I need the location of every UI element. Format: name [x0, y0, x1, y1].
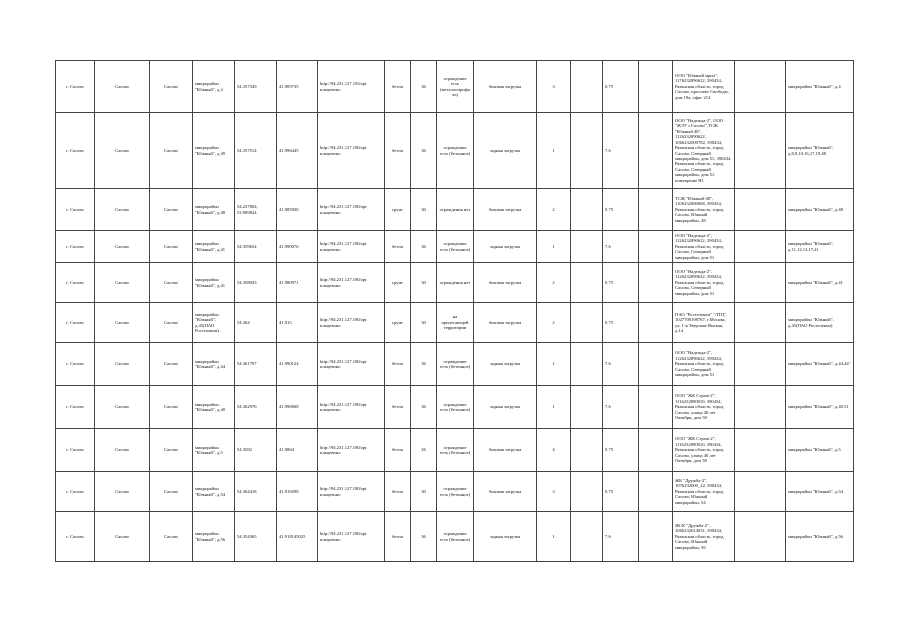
- waste-source-cell: микрорайон "Южный", д.41: [786, 263, 854, 303]
- map-link-cell: http://94.231.127.183/zpt ильцевоно: [318, 61, 385, 113]
- address-cell: микрорайон "Южный", д.48: [193, 189, 235, 231]
- fence-cell: ограждение есть (бетонное): [437, 231, 474, 263]
- empty-cell: [571, 512, 603, 562]
- longitude-cell: 41.918145025: [277, 512, 318, 562]
- empty-cell: [571, 263, 603, 303]
- address-cell: микрорайон "Южный", д.41: [193, 231, 235, 263]
- empty-cell: [639, 303, 673, 343]
- settlement-cell: Сасово: [150, 189, 193, 231]
- bin-count-cell: 1: [537, 343, 571, 386]
- settlement-cell: Сасово: [150, 113, 193, 189]
- map-link-cell: http://94.231.127.180/zpt ильцевоно: [318, 303, 385, 343]
- longitude-cell: 41.980971: [277, 263, 318, 303]
- owner-cell: ООО "Южный мрил", 1176232890622, 390434, Рязанская область, город Сасово, проспект Свободы, дом 19а, офис 214: [673, 61, 735, 113]
- loading-type-cell: боковая загрузка: [474, 472, 537, 512]
- empty-cell: [639, 61, 673, 113]
- city-cell: г. Сасово: [56, 429, 95, 472]
- owner-cell: ООО "Надежда-2", 1126232890622, 390434, Рязанская область, город Сасово, Северный микрорайон, дом 51: [673, 231, 735, 263]
- latitude-cell: 54.237804, 53.989824: [235, 189, 277, 231]
- map-link-cell: http://94.231.127.180/zpt ильцевоно: [318, 386, 385, 429]
- empty-cell: [735, 343, 786, 386]
- waste-source-cell: микрорайон "Южный", д.40,51: [786, 386, 854, 429]
- surface-cell: грунт: [385, 263, 411, 303]
- longitude-cell: 41.985930: [277, 189, 318, 231]
- municipality-cell: Сасово: [95, 263, 150, 303]
- owner-cell: ТСЖ "Южный-48", 1106232000068, 390434, Рязанская область, город Сасово, Южный микрорайон, 48: [673, 189, 735, 231]
- fence-cell: ограждение есть (бетонное): [437, 113, 474, 189]
- table-row: [56, 263, 854, 303]
- city-cell: г. Сасово: [56, 61, 95, 113]
- empty-cell: [735, 231, 786, 263]
- surface-cell: грунт: [385, 189, 411, 231]
- empty-cell: [639, 189, 673, 231]
- map-link-cell: http://94.231.127.180/zpt ильцевоно: [318, 189, 385, 231]
- bin-count-cell: 3: [537, 61, 571, 113]
- bin-volume-cell: 7.6: [603, 343, 639, 386]
- surface-cell: бетон: [385, 113, 411, 189]
- table-row: [56, 429, 854, 472]
- latitude-cell: 54.3582: [235, 429, 277, 472]
- municipality-cell: Сасово: [95, 189, 150, 231]
- map-link-cell: http://94.231.127.180/zpt ильцевоно: [318, 512, 385, 562]
- latitude-cell: 54.357514: [235, 113, 277, 189]
- address-cell: микрорайон "Южный", д.5: [193, 429, 235, 472]
- map-link-cell: http://94.231.127.180/zpt ильцевоно: [318, 113, 385, 189]
- longitude-cell: 41.909735: [277, 61, 318, 113]
- table-row: [56, 189, 854, 231]
- owner-cell: ООО "ЖК Страж-2", 1116232890010, 390434, Рязанская область, город Сасово, улица 40 лет Октября, дом 58: [673, 429, 735, 472]
- empty-cell: [735, 61, 786, 113]
- bin-volume-cell: 0.75: [603, 61, 639, 113]
- address-cell: микрорайон "Южный", д.56: [193, 512, 235, 562]
- latitude-cell: 54.358043: [235, 263, 277, 303]
- city-cell: г. Сасово: [56, 263, 95, 303]
- latitude-cell: 54.357349: [235, 61, 277, 113]
- empty-cell: [571, 61, 603, 113]
- latitude-cell: 54.362976: [235, 386, 277, 429]
- municipality-cell: Сасово: [95, 429, 150, 472]
- latitude-cell: 54.359654: [235, 231, 277, 263]
- empty-cell: [735, 512, 786, 562]
- loading-type-cell: боковая загрузка: [474, 189, 537, 231]
- loading-type-cell: боковая загрузка: [474, 429, 537, 472]
- municipality-cell: Сасово: [95, 113, 150, 189]
- area-cell: 26: [411, 429, 437, 472]
- municipality-cell: Сасово: [95, 512, 150, 562]
- waste-source-cell: микрорайон "Южный", д.5: [786, 429, 854, 472]
- city-cell: г. Сасово: [56, 303, 95, 343]
- table-row: [56, 303, 854, 343]
- surface-cell: бетон: [385, 343, 411, 386]
- waste-source-cell: микрорайон "Южный", д.8,9,10,16,17,19,48: [786, 113, 854, 189]
- bin-count-cell: 2: [537, 263, 571, 303]
- area-cell: 36: [411, 343, 437, 386]
- surface-cell: бетон: [385, 429, 411, 472]
- bin-count-cell: 4: [537, 429, 571, 472]
- longitude-cell: 41.990076: [277, 231, 318, 263]
- surface-cell: грунт: [385, 303, 411, 343]
- area-cell: 36: [411, 61, 437, 113]
- settlement-cell: Сасово: [150, 343, 193, 386]
- settlement-cell: Сасово: [150, 263, 193, 303]
- area-cell: 30: [411, 189, 437, 231]
- empty-cell: [639, 343, 673, 386]
- map-link-cell: http://94.231.127.180/zpt ильцевоно: [318, 429, 385, 472]
- empty-cell: [639, 231, 673, 263]
- city-cell: г. Сасово: [56, 386, 95, 429]
- latitude-cell: 54.361797: [235, 343, 277, 386]
- area-cell: 36: [411, 512, 437, 562]
- longitude-cell: 41.915: [277, 303, 318, 343]
- empty-cell: [639, 263, 673, 303]
- empty-cell: [735, 189, 786, 231]
- surface-cell: бетон: [385, 386, 411, 429]
- settlement-cell: Сасово: [150, 429, 193, 472]
- waste-source-cell: микрорайон "Южный", д.11,12,13,17,41: [786, 231, 854, 263]
- empty-cell: [639, 386, 673, 429]
- table-row: [56, 231, 854, 263]
- address-cell: микрорайон "Южный", д.40: [193, 386, 235, 429]
- map-link-cell: http://94.231.127.180/zpt ильцевоно: [318, 263, 385, 303]
- municipality-cell: Сасово: [95, 61, 150, 113]
- empty-cell: [571, 189, 603, 231]
- waste-source-cell: микрорайон "Южный", д.44,44": [786, 343, 854, 386]
- owner-cell: ООО "Надежда-2", ООО "ЖЭУ г.Сасово",ТСЖ "Южный 48", 1126232890622, 1066232000782, 390434, Рязанская область, город Сасово, Северный микрорайон, дом 51, 390434, Рязанская область, город Сасово, Северный микрорайон, дом 51, помещение Н1: [673, 113, 735, 189]
- surface-cell: бетон: [385, 512, 411, 562]
- empty-cell: [735, 472, 786, 512]
- longitude-cell: 41.9864: [277, 429, 318, 472]
- empty-cell: [571, 472, 603, 512]
- bin-volume-cell: 7.6: [603, 512, 639, 562]
- owner-cell: ЖСК "Дружба-2", 1066232014031, 390434, Рязанская область, город Сасово, Южный микрорайон, 56: [673, 512, 735, 562]
- waste-source-cell: микрорайон "Южный", д.45(ПАО Ростелеком): [786, 303, 854, 343]
- longitude-cell: 41.990068: [277, 386, 318, 429]
- city-cell: г. Сасово: [56, 512, 95, 562]
- address-cell: микрорайон "Южный", д.41: [193, 263, 235, 303]
- table-row: [56, 61, 854, 113]
- address-cell: микрорайон "Южный", д.49: [193, 113, 235, 189]
- settlement-cell: Сасово: [150, 231, 193, 263]
- municipality-cell: Сасово: [95, 303, 150, 343]
- municipality-cell: Сасово: [95, 231, 150, 263]
- municipality-cell: Сасово: [95, 472, 150, 512]
- bin-count-cell: 1: [537, 386, 571, 429]
- owner-cell: ЖК "Дружба-2", 1076232000_22, 390434, Рязанская область, город Сасово, Южный микрорайон, 54: [673, 472, 735, 512]
- empty-cell: [571, 303, 603, 343]
- bin-count-cell: 3: [537, 472, 571, 512]
- fence-cell: на прилегающей территории: [437, 303, 474, 343]
- latitude-cell: 54.354365: [235, 512, 277, 562]
- waste-source-cell: микрорайон "Южный", д.54: [786, 472, 854, 512]
- address-cell: микрорайон "Южный", д.54: [193, 472, 235, 512]
- table-row: [56, 512, 854, 562]
- area-cell: 30: [411, 303, 437, 343]
- empty-cell: [571, 343, 603, 386]
- bin-volume-cell: 0.75: [603, 303, 639, 343]
- empty-cell: [735, 303, 786, 343]
- surface-cell: бетон: [385, 61, 411, 113]
- longitude-cell: 41.919298: [277, 472, 318, 512]
- bin-volume-cell: 7.6: [603, 386, 639, 429]
- settlement-cell: Сасово: [150, 512, 193, 562]
- longitude-cell: 41.996445: [277, 113, 318, 189]
- settlement-cell: Сасово: [150, 386, 193, 429]
- map-link-cell: http://94.231.127.180/zpt ильцевоно: [318, 343, 385, 386]
- fence-cell: ограждение есть (бетонное): [437, 343, 474, 386]
- waste-source-cell: микрорайон "Южный", д.48: [786, 189, 854, 231]
- bin-count-cell: 2: [537, 303, 571, 343]
- empty-cell: [571, 231, 603, 263]
- owner-cell: ООО "Надежда-2", 1126232890622, 390434, Рязанская область, город Сасово, Северный микрорайон, дом 51: [673, 263, 735, 303]
- fence-cell: ограждения нет: [437, 263, 474, 303]
- owner-cell: ПАО "Ростелеком" "ЛТЦ", 1027700198767, г.Москва, ул. 1-я Тверская-Ямская, д.14: [673, 303, 735, 343]
- empty-cell: [571, 386, 603, 429]
- latitude-cell: 54.364418: [235, 472, 277, 512]
- loading-type-cell: задняя загрузка: [474, 113, 537, 189]
- waste-sites-register-table: [55, 60, 854, 562]
- fence-cell: ограждение есть (бетонное): [437, 386, 474, 429]
- area-cell: 30: [411, 263, 437, 303]
- fence-cell: ограждение есть (металлопрофиль): [437, 61, 474, 113]
- empty-cell: [735, 429, 786, 472]
- municipality-cell: Сасово: [95, 343, 150, 386]
- municipality-cell: Сасово: [95, 386, 150, 429]
- latitude-cell: 54.364: [235, 303, 277, 343]
- fence-cell: ограждение есть (бетонное): [437, 429, 474, 472]
- fence-cell: ограждение есть (бетонное): [437, 472, 474, 512]
- bin-count-cell: 1: [537, 231, 571, 263]
- bin-volume-cell: 0.75: [603, 429, 639, 472]
- table-row: [56, 386, 854, 429]
- bin-count-cell: 1: [537, 113, 571, 189]
- surface-cell: бетон: [385, 472, 411, 512]
- longitude-cell: 41.990124: [277, 343, 318, 386]
- owner-cell: ООО "Надежда-2", 1126232890622, 390434, Рязанская область, город Сасово, Северный микрорайон, дом 51: [673, 343, 735, 386]
- map-link-cell: http://94.231.127.180/zpt ильцевоно: [318, 231, 385, 263]
- empty-cell: [735, 386, 786, 429]
- empty-cell: [735, 113, 786, 189]
- empty-cell: [639, 113, 673, 189]
- city-cell: г. Сасово: [56, 231, 95, 263]
- city-cell: г. Сасово: [56, 113, 95, 189]
- loading-type-cell: задняя загрузка: [474, 386, 537, 429]
- loading-type-cell: боковая загрузка: [474, 263, 537, 303]
- address-cell: микрорайон "Южный", д.45(ПАО Ростелеком): [193, 303, 235, 343]
- empty-cell: [639, 472, 673, 512]
- loading-type-cell: задняя загрузка: [474, 343, 537, 386]
- settlement-cell: Сасово: [150, 303, 193, 343]
- loading-type-cell: задняя загрузка: [474, 512, 537, 562]
- bin-count-cell: 1: [537, 512, 571, 562]
- settlement-cell: Сасово: [150, 472, 193, 512]
- loading-type-cell: задняя загрузка: [474, 231, 537, 263]
- loading-type-cell: боковая загрузка: [474, 303, 537, 343]
- empty-cell: [639, 512, 673, 562]
- waste-source-cell: микрорайон "Южный", д.4: [786, 61, 854, 113]
- loading-type-cell: боковая загрузка: [474, 61, 537, 113]
- city-cell: г. Сасово: [56, 189, 95, 231]
- area-cell: 36: [411, 386, 437, 429]
- area-cell: 36: [411, 113, 437, 189]
- address-cell: микрорайон "Южный", д.4: [193, 61, 235, 113]
- table-row: [56, 343, 854, 386]
- bin-count-cell: 2: [537, 189, 571, 231]
- surface-cell: бетон: [385, 231, 411, 263]
- area-cell: 30: [411, 472, 437, 512]
- city-cell: г. Сасово: [56, 472, 95, 512]
- empty-cell: [639, 429, 673, 472]
- table-row: [56, 472, 854, 512]
- bin-volume-cell: 7.6: [603, 231, 639, 263]
- empty-cell: [571, 113, 603, 189]
- fence-cell: ограждение есть (бетонное): [437, 512, 474, 562]
- empty-cell: [735, 263, 786, 303]
- address-cell: микрорайон "Южный", д.44: [193, 343, 235, 386]
- bin-volume-cell: 0.75: [603, 189, 639, 231]
- bin-volume-cell: 0.75: [603, 472, 639, 512]
- table-row: [56, 113, 854, 189]
- settlement-cell: Сасово: [150, 61, 193, 113]
- fence-cell: ограждения нет: [437, 189, 474, 231]
- map-link-cell: http://94.231.127.180/zpt ильцевоно: [318, 472, 385, 512]
- city-cell: г. Сасово: [56, 343, 95, 386]
- area-cell: 36: [411, 231, 437, 263]
- bin-volume-cell: 0.75: [603, 263, 639, 303]
- empty-cell: [571, 429, 603, 472]
- owner-cell: ООО "ЖК Страж-2", 1116232890010, 390434, Рязанская область, город Сасово, улица 40 лет Октября, дом 58: [673, 386, 735, 429]
- waste-source-cell: микрорайон "Южный", д.56: [786, 512, 854, 562]
- bin-volume-cell: 7.6: [603, 113, 639, 189]
